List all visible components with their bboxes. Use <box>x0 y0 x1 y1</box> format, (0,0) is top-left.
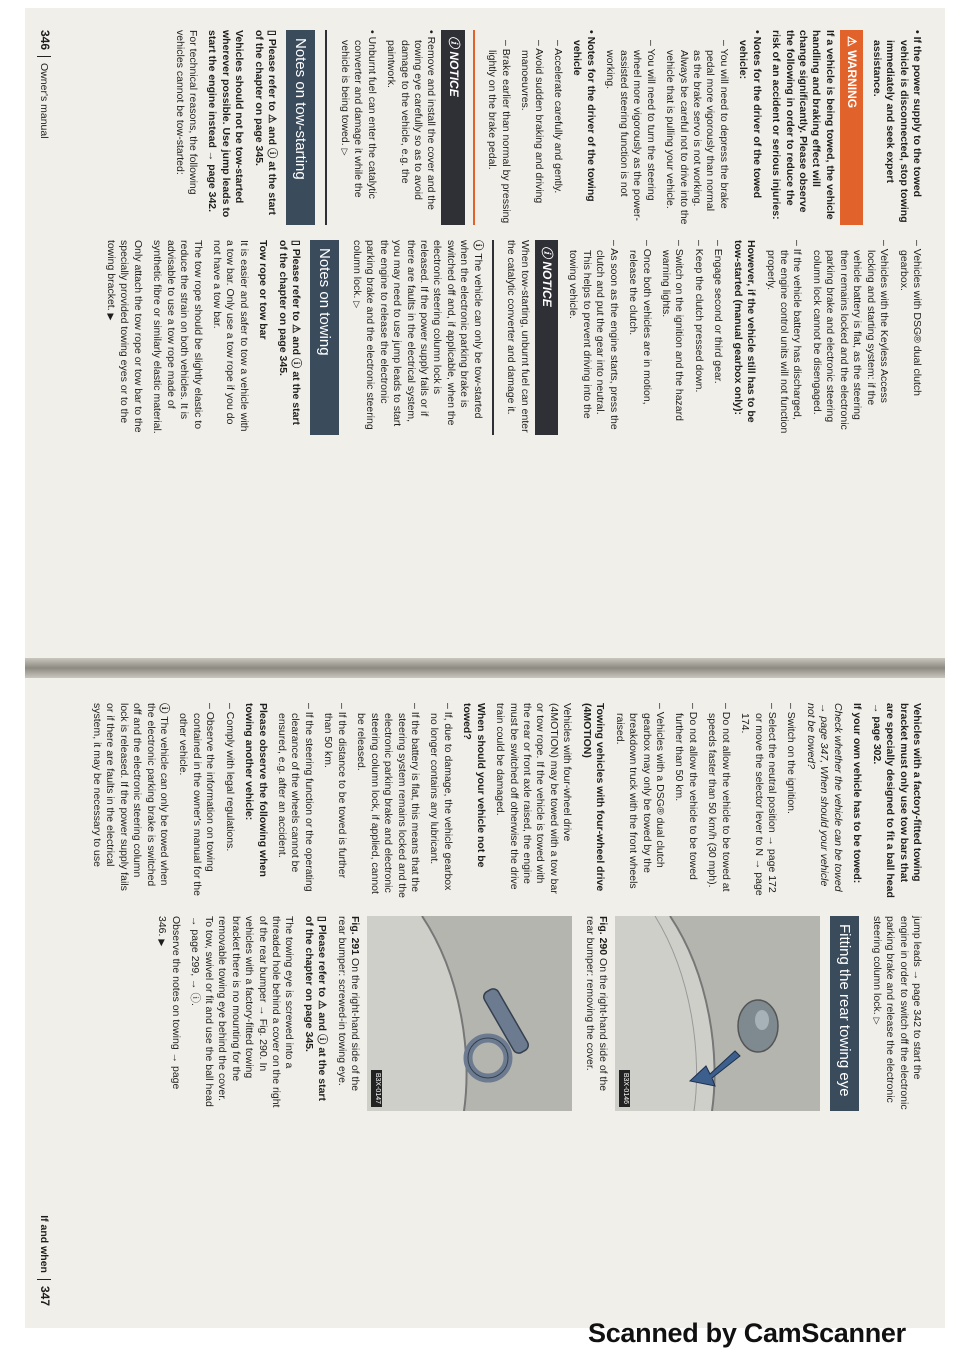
list-item: – If, due to damage, the vehicle gearbox no longer contains any lubricant. <box>428 703 454 891</box>
footer-divider <box>37 56 51 57</box>
towing-eye-illustration <box>367 916 572 1111</box>
info-icon: ⓘ <box>158 703 170 714</box>
tow-bar-paragraph: It is easier and safer to tow a vehicle with a tow bar. Only use a tow rope if you do not have a tow bar. <box>210 240 250 432</box>
notice-header <box>535 240 558 435</box>
book-gutter <box>25 658 945 678</box>
step-item: – Switch on the ignition and the hazard warning lights. <box>660 240 686 421</box>
warning-sub-text: Avoid sudden braking and driving manoeuvres. <box>519 48 545 204</box>
section-title-towing: Notes on towing <box>310 240 339 435</box>
technical-reasons-paragraph: For technical reasons, the following vehicles cannot be tow-started: <box>173 30 200 195</box>
page-number: 346 <box>38 30 53 51</box>
footer-title: Owner's manual <box>38 63 51 139</box>
list-item: – Comply with legal regulations. <box>223 703 236 852</box>
warning-sub-text: Accelerate carefully and gently. <box>552 48 565 194</box>
notice-icon: ⓘ <box>539 246 554 259</box>
list-item-text: Vehicles with DSG® dual clutch gearbox. <box>897 248 923 396</box>
tow-rope-paragraph: The tow rope should be slightly elastic to reduce the strain on both vehicles. It is advisable to use a tow rope made of synthetic fibre or similarly elastic material. <box>151 240 204 434</box>
page-346-column-1 <box>166 30 923 225</box>
observe-paragraph <box>155 916 182 1111</box>
step-item: – Engage second or third gear. <box>712 240 725 384</box>
notice-item-text: Unburnt fuel can enter the catalytic converter and damage it while the vehicle is being towed. <box>338 36 378 199</box>
notice-header <box>441 30 464 225</box>
page-347-column-2 <box>149 916 923 1111</box>
continue-arrow-icon: ▶ <box>157 939 168 947</box>
refer-text: Please refer to ⚠ and ⓘ at the start of the chapter on page 345. <box>252 30 279 216</box>
list-item-text: If the battery is flat, this means that the steering system remains locked and the electronic parking brake and electronic steering column lock, if applied, cannot be released. <box>355 711 421 899</box>
end-triangle-icon: ▷ <box>339 148 350 156</box>
step-item: – Keep the clutch pressed down. <box>692 240 705 393</box>
info-note-text: The vehicle can only be tow-started when the electronic parking brake is switched off and, if applicable, when the electronic steering column lock is released. If the power supply fails or if there are faults in the electrical system, you may need to use jump leads to start the engine to release the electronic parking brake and the electronic steering column lock. <box>350 240 484 430</box>
notice-text: When tow-starting, unburnt fuel can enter the catalytic converter and damage it. <box>505 240 531 433</box>
step-text: Keep the clutch pressed down. <box>692 248 705 393</box>
step-text: Switch on the ignition. <box>785 711 798 814</box>
refer-line <box>301 916 328 1111</box>
refer-text: Please refer to ⚠ and ⓘ at the start of the chapter on page 345. <box>302 916 329 1102</box>
book-icon: ▯ <box>316 916 329 922</box>
attach-paragraph-text: Only attach the tow rope or tow bar to the specially provided towing eyes or to the towing bracket. <box>104 240 144 433</box>
figure-caption-text: On the right-hand side of the rear bumper: screwed-in towing eye. <box>335 916 362 1092</box>
warning-sub-item: – You will need to turn the steering wheel more vigorously as the power-assisted steering function is not working. <box>604 40 657 221</box>
info-icon: ⓘ <box>471 240 484 251</box>
page-347-column-1 <box>83 703 923 898</box>
page-346-column-2 <box>97 240 923 435</box>
list-item: – Vehicles with the Keyless Access locking and starting system: if the vehicle battery is flat, as the steering then remains locked and the electronic parking brake and electronic steering column lock cannot be disengaged. <box>810 240 891 430</box>
book-icon: ▯ <box>266 30 279 36</box>
subheading-towing-another: Please observe the following when towing another vehicle: <box>243 703 269 877</box>
warning-sub-item: – You will need to depress the brake pedal more vigorously than normal as the brake servo is not working. Always be careful not to drive into the vehicle that is pulling your vehicle. <box>664 40 730 225</box>
four-wheel-drive-paragraph: Vehicles with four-wheel drive (4MOTION) may be towed with a tow bar or tow rope. If the vehicle is towed with the rear or front axle raised, the engine must be switched off otherwise the drive train could be damaged. <box>494 703 574 894</box>
step-text: Switch on the ignition and the hazard warning lights. <box>660 248 686 421</box>
scanner-watermark: Scanned by CamScanner <box>588 1318 906 1348</box>
notice-box <box>325 30 437 225</box>
warning-sub-item: – Avoid sudden braking and driving manoeuvres. <box>519 40 545 204</box>
warning-bullet-towed-text: Notes for the driver of the towed vehicle: <box>737 36 763 199</box>
check-paragraph: Check whether the vehicle can be towed → page 347, When should your vehicle not be towed? <box>804 703 844 892</box>
list-item-text: Vehicles with the Keyless Access locking and starting system: if the vehicle battery is flat, as the steering then remains locked and the electronic parking brake and electronic steering column lock cannot be disengaged. <box>810 248 891 430</box>
list-item-text: Observe the information on towing contained in the owner's manual for the other vehicle. <box>177 711 217 896</box>
step-text: Vehicles with a DSG® dual clutch gearbox may only be towed by the breakdown truck with the front wheels raised. <box>613 711 666 889</box>
warning-bullet-towing-text: Notes for the driver of the towing vehicle <box>571 36 597 202</box>
subheading-not-towed: When should your vehicle not be towed? <box>461 703 487 868</box>
warning-bullet-towing: • Notes for the driver of the towing vehicle <box>571 30 597 202</box>
list-item: – If the battery is flat, this means that the steering system remains locked and the electronic parking brake and electronic steering column lock, if applied, cannot be released. <box>355 703 421 899</box>
warning-sub-text: You will need to turn the steering wheel more vigorously as the power-assisted steering function is not working. <box>604 48 657 221</box>
figure-code: B3X-0146 <box>619 1070 630 1107</box>
bullet-power-supply-text: If the power supply to the towed vehicle is disconnected, stop towing immediately and seek expert assistance. <box>870 36 923 223</box>
warning-sub-text: Brake earlier than normal by pressing lightly on the brake pedal. <box>486 48 512 224</box>
step-text: Engage second or third gear. <box>712 248 725 384</box>
figure-code: B3X-0147 <box>371 1070 382 1107</box>
warning-title: WARNING <box>845 50 860 109</box>
notice-item-text: Remove and install the cover and the towing eye carefully so as to avoid damage to the vehicle, e.g. the paintwork. <box>385 36 438 210</box>
end-triangle-icon: ▷ <box>871 1017 882 1025</box>
list-item: – Observe the information on towing contained in the owner's manual for the other vehicle. <box>177 703 217 896</box>
section-title-tow-starting: Notes on tow-starting <box>286 30 315 225</box>
list-item: – If the steering function or the operating clearance of the wheels cannot be ensured, e.g. after an accident. <box>276 703 315 892</box>
figure-291-caption <box>334 916 361 1111</box>
page-347-footer <box>37 1215 52 1306</box>
figure-label: Fig. 290 <box>597 916 610 956</box>
subheading-manual-gearbox: However, if the vehicle still has to be tow-started (manual gearbox only): <box>731 240 758 423</box>
list-item: – If the vehicle battery has discharged, the engine control units will not function properly. <box>764 240 804 434</box>
list-item: – Vehicles with DSG® dual clutch gearbox. <box>897 240 923 396</box>
warning-sub-text: You will need to depress the brake pedal more vigorously than normal as the brake servo is not working. Always be careful not to drive into the vehicle that is pulling your vehicle. <box>664 48 730 225</box>
warning-header <box>840 30 863 225</box>
footer-title: If and when <box>38 1215 51 1273</box>
list-item-text: If the steering function or the operating clearance of the wheels cannot be ensured, e.g. after an accident. <box>276 711 315 892</box>
towing-eye-paragraph: The towing eye is screwed into a threaded hole behind a cover on the right of the rear bumper → Fig. 290. In vehicles with a factory-fitted towing bracket there is no mounting for the removable towing eye behind the cover. To tow, swivel or fit and use the ball head → page 299, → ⓘ. <box>189 916 296 1108</box>
figure-290-caption <box>582 916 609 1111</box>
figure-291-image <box>367 916 572 1111</box>
step-item: – Do not allow the vehicle to be towed at speeds faster than 50 km/h (30 mph). <box>706 703 732 892</box>
observe-text: Observe the notes on towing → page 346. <box>156 916 182 1090</box>
info-note <box>89 703 170 898</box>
notice-item: • Remove and install the cover and the towing eye carefully so as to avoid damage to the vehicle, e.g. the paintwork. <box>385 30 438 210</box>
section-title-towing-eye: Fitting the rear towing eye <box>830 916 859 1111</box>
warning-intro: If a vehicle is being towed, the vehicle handling and braking effect will change significantly. Please observe the following in order to reduce the risk of an accident or serious injuries: <box>770 30 836 220</box>
list-item-text: If the vehicle battery has discharged, the engine control units will not function properly. <box>764 248 804 434</box>
figure-label: Fig. 291 <box>349 916 362 956</box>
step-text: Once both vehicles are in motion, release the clutch. <box>627 248 653 405</box>
refer-text: Please refer to ⚠ and ⓘ at the start of the chapter on page 345. <box>276 240 303 426</box>
notice-title: NOTICE <box>446 51 461 97</box>
page-346-footer <box>37 30 52 139</box>
warning-box <box>473 30 836 225</box>
step-item: – Once both vehicles are in motion, release the clutch. <box>627 240 653 405</box>
book-icon: ▯ <box>290 240 303 246</box>
list-item-text: Comply with legal regulations. <box>223 711 236 852</box>
attach-paragraph <box>103 240 143 435</box>
subheading-four-wheel-drive: Towing vehicles with four-wheel drive (4MOTION) <box>580 703 607 892</box>
jump-leads-paragraph <box>869 916 923 1111</box>
step-item: – Vehicles with a DSG® dual clutch gearbox may only be towed by the breakdown truck with the front wheels raised. <box>613 703 666 889</box>
notice-item: • Unburnt fuel can enter the catalytic converter and damage it while the vehicle is being towed. ▷ <box>338 30 378 199</box>
warning-icon: ⚠ <box>845 36 860 47</box>
tow-start-paragraph: Vehicles should not be tow-started wherever possible. Use jump leads to start the engine instead → page 342. <box>206 30 246 218</box>
refer-line <box>275 240 302 435</box>
list-item-text: If the distance to be towed is further than 50 km. <box>322 711 348 879</box>
subheading-own-vehicle: If your own vehicle has to be towed: <box>851 703 864 884</box>
list-item: – If the distance to be towed is further than 50 km. <box>322 703 348 879</box>
towing-bracket-paragraph: Vehicles with a factory-fitted towing bracket must only use tow bars that are specially designed to fit a ball head → page 302. <box>870 703 923 898</box>
continue-arrow-icon: ▶ <box>105 313 116 321</box>
step-text: Do not allow the vehicle to be towed further than 50 km. <box>673 711 699 880</box>
bullet-power-supply: • If the power supply to the towed vehicle is disconnected, stop towing immediately and seek expert assistance. <box>870 30 923 223</box>
list-item-text: If, due to damage, the vehicle gearbox no longer contains any lubricant. <box>428 711 454 891</box>
page-347 <box>25 678 945 1328</box>
page-346 <box>25 8 945 658</box>
step-item: – Select the neutral position → page 172 or move the selector lever to N → page 174. <box>739 703 779 896</box>
notice-title: NOTICE <box>539 261 554 307</box>
info-note <box>349 240 483 435</box>
step-text: As soon as the engine starts, press the clutch and put the gear into neutral. This helps to prevent driving into the towing vehicle. <box>567 248 620 430</box>
end-triangle-icon: ▷ <box>351 301 362 309</box>
bumper-cover-illustration <box>615 916 820 1111</box>
manual-spread <box>25 8 945 1328</box>
warning-sub-item: – Accelerate carefully and gently. <box>552 40 565 194</box>
step-text: Select the neutral position → page 172 or move the selector lever to N → page 174. <box>739 711 779 896</box>
step-item: – Switch on the ignition. <box>785 703 798 814</box>
step-item: – As soon as the engine starts, press the clutch and put the gear into neutral. This helps to prevent driving into the towing vehicle. <box>567 240 620 430</box>
warning-bullet-towed: • Notes for the driver of the towed vehicle: <box>737 30 763 199</box>
info-note-text: The vehicle can only be towed when the electronic parking brake is switched off and the electronic steering column lock is released. If the power supply fails or if there are faults in the electrical system, it may be necessary to use <box>90 703 170 891</box>
subheading-tow-rope: Tow rope or tow bar <box>257 240 270 340</box>
refer-line <box>251 30 278 225</box>
step-text: Do not allow the vehicle to be towed at speeds faster than 50 km/h (30 mph). <box>706 711 732 892</box>
step-item: – Do not allow the vehicle to be towed further than 50 km. <box>673 703 699 880</box>
notice-box <box>492 240 531 435</box>
page-number: 347 <box>38 1285 53 1306</box>
figure-290-image <box>615 916 820 1111</box>
warning-sub-item: – Brake earlier than normal by pressing lightly on the brake pedal. <box>486 40 512 224</box>
jump-leads-text: jump leads → page 342 to start the engine in order to switch off the electronic parking brake and release the electronic steering column lock. <box>870 916 923 1110</box>
figure-caption-text: On the right-hand side of the rear bumper: removing the cover. <box>583 916 610 1092</box>
notice-icon: ⓘ <box>446 36 461 49</box>
footer-divider <box>37 1279 51 1280</box>
